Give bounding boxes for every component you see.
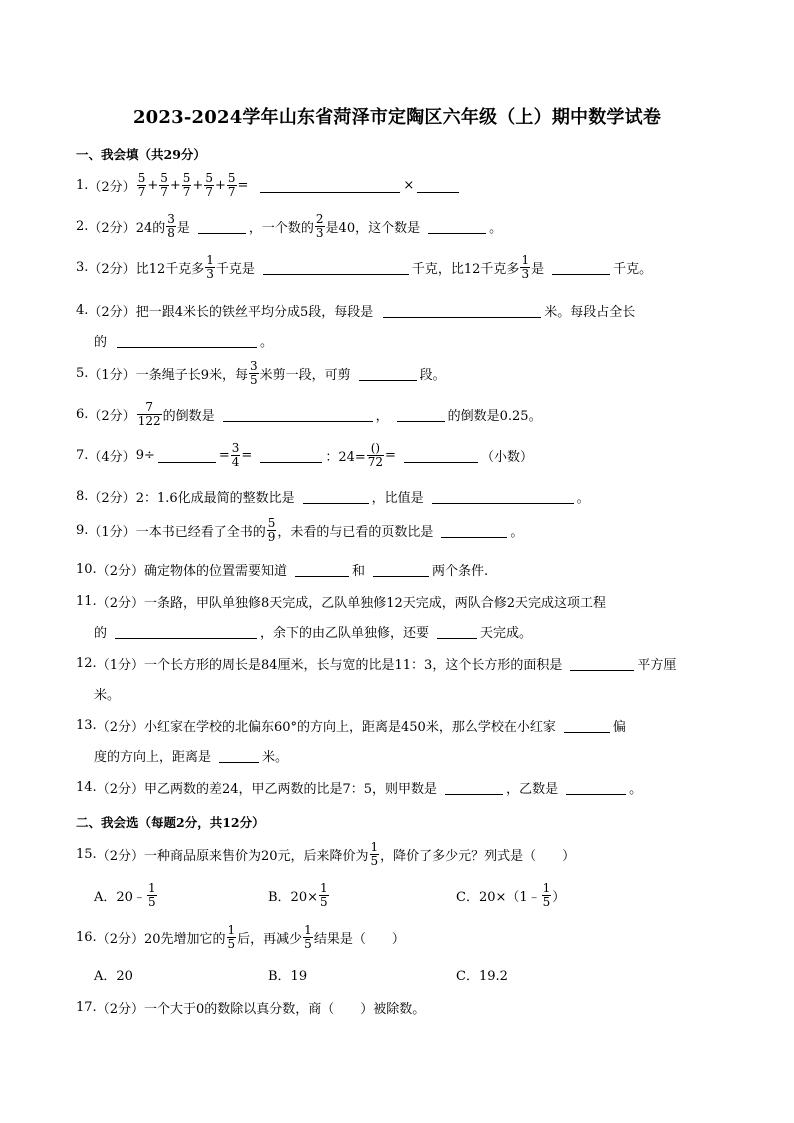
text: 是 [531, 262, 545, 277]
question-10 [76, 560, 726, 579]
text: 的倒数是 [162, 409, 215, 424]
answer-blank[interactable] [260, 178, 400, 193]
question-12 [76, 654, 726, 673]
numerator: 2 [315, 212, 324, 226]
q-num: 17. [76, 1000, 97, 1015]
fraction [319, 882, 329, 909]
text: 甲乙两数的差24，甲乙两数的比是7：5，则甲数是 [143, 782, 438, 797]
text: 米剪一段，可剪 [259, 368, 351, 383]
denominator: 3 [521, 267, 530, 281]
answer-blank[interactable] [359, 366, 417, 381]
denominator: 7 [137, 185, 146, 199]
denominator: 8 [167, 226, 175, 240]
q-score: （1分） [88, 525, 136, 540]
answer-blank[interactable] [219, 748, 259, 763]
text: 平方厘 [637, 658, 677, 673]
numerator: 5 [182, 171, 191, 185]
text: 比12千克多 [135, 262, 205, 277]
answer-blank[interactable] [564, 718, 610, 733]
q-score: （2分） [88, 262, 136, 277]
equals: = [241, 448, 253, 463]
times: × [403, 178, 415, 193]
fraction [367, 442, 384, 469]
q-score: （2分） [96, 596, 144, 611]
text: 段。 [419, 368, 446, 383]
q-score: （2分） [96, 782, 144, 797]
text: ，余下的由乙队单独修，还要 [260, 626, 430, 641]
question-11-cont [94, 622, 744, 641]
fraction [267, 517, 277, 544]
q-num: 8. [76, 489, 89, 504]
q-score: （2分） [88, 409, 136, 424]
text: ，降价了多少元？列式是（ ） [380, 849, 576, 864]
text: （小数） [480, 450, 533, 465]
text: 米。 [262, 750, 289, 765]
text: 是 [176, 221, 190, 236]
answer-blank[interactable] [445, 780, 503, 795]
q-num: 13. [76, 718, 97, 733]
answer-blank[interactable] [437, 624, 477, 639]
question-1 [76, 172, 726, 199]
denominator: 122 [137, 414, 161, 428]
q-num: 5. [76, 366, 89, 381]
fraction [520, 254, 530, 281]
page-title: 2023-2024学年山东省菏泽市定陶区六年级（上）期中数学试卷 [132, 107, 662, 128]
numerator: 1 [542, 881, 551, 895]
text: 结果是（ ） [313, 932, 405, 947]
text: 一个大于0的数除以真分数，商（ ）被除数。 [143, 1002, 426, 1017]
denominator: 3 [206, 267, 214, 281]
text: 。 [629, 782, 643, 797]
answer-blank[interactable] [570, 656, 634, 671]
answer-blank[interactable] [397, 407, 445, 422]
q-score: （1分） [96, 658, 144, 673]
text: 两个条件. [432, 564, 489, 579]
question-5 [76, 360, 726, 387]
q-score: （2分） [96, 849, 144, 864]
text: 米。 [94, 688, 121, 703]
numerator: 1 [147, 881, 156, 895]
q-num: 10. [76, 562, 97, 577]
question-12-cont [94, 684, 744, 703]
q-num: 9. [76, 523, 89, 538]
question-3 [76, 254, 726, 281]
question-16 [76, 924, 726, 951]
question-4 [76, 301, 726, 320]
text: 一条绳子长9米，每 [135, 368, 248, 383]
text: 。 [489, 221, 503, 236]
option-label: A．20﹣ [94, 890, 146, 905]
option-a[interactable]: A．20 [94, 969, 133, 984]
fraction [147, 882, 157, 909]
text: 一个长方形的周长是84厘米，长与宽的比是11：3，这个长方形的面积是 [143, 658, 563, 673]
q-score: （2分） [96, 564, 144, 579]
answer-blank[interactable] [158, 448, 216, 463]
option-label: B．20× [268, 890, 318, 905]
fraction [231, 442, 241, 469]
text: 后，再减少 [237, 932, 303, 947]
equals: = [218, 448, 230, 463]
fraction [137, 172, 147, 199]
text: 偏 [612, 720, 626, 735]
q-score: （2分） [88, 305, 136, 320]
question-6 [76, 401, 726, 428]
text: 一本书已经看了全书的 [135, 525, 266, 540]
text: 的 [94, 335, 108, 350]
answer-blank[interactable] [198, 219, 246, 234]
text: 是40，这个数是 [325, 221, 421, 236]
q-num: 1. [76, 178, 89, 193]
answer-blank[interactable] [428, 219, 486, 234]
plus: + [192, 178, 204, 193]
text: 千克。 [613, 262, 653, 277]
option-c[interactable]: C．19.2 [456, 969, 508, 984]
text: 一条路，甲队单独修8天完成，乙队单独修12天完成，两队合修2天完成这项工程 [143, 596, 607, 611]
answer-blank[interactable] [552, 260, 610, 275]
text: ，一个数的 [248, 221, 314, 236]
question-13 [76, 716, 726, 735]
fraction [166, 213, 176, 240]
question-8 [76, 487, 726, 506]
q-num: 15. [76, 847, 97, 862]
denominator: 9 [267, 530, 276, 544]
denominator: 7 [160, 185, 168, 199]
answer-blank[interactable] [223, 407, 373, 422]
numerator: () [370, 441, 381, 455]
q-num: 7. [76, 448, 89, 463]
text: 9÷ [135, 448, 155, 463]
option-b[interactable]: B．19 [268, 969, 308, 984]
text: 20先增加它的 [143, 932, 226, 947]
text: 和 [351, 564, 365, 579]
numerator: 5 [137, 171, 146, 185]
option-label: C．20×（1﹣ [456, 890, 541, 905]
q-num: 11. [76, 594, 97, 609]
fraction [227, 924, 237, 951]
numerator: 5 [205, 171, 213, 185]
question-4-cont [94, 331, 744, 350]
section-fill-in: 一、我会填（共29分） [76, 147, 206, 162]
q-score: （2分） [96, 1002, 144, 1017]
q-score: （2分） [88, 180, 136, 195]
text: 天完成。 [480, 626, 533, 641]
text: ，未看的与已看的页数比是 [277, 525, 434, 540]
text: ） [552, 890, 566, 905]
text: ：24= [325, 450, 366, 465]
answer-blank[interactable] [441, 523, 507, 538]
equals: = [385, 448, 396, 463]
text: 小红家在学校的北偏东60°的方向上，距离是450米，那么学校在小红家 [143, 720, 556, 735]
fraction [137, 401, 162, 428]
text: 确定物体的位置需要知道 [143, 564, 287, 579]
question-7 [76, 442, 726, 469]
denominator: 5 [370, 854, 379, 868]
q-num: 14. [76, 780, 97, 795]
question-13-cont [94, 746, 744, 765]
q-score: （2分） [88, 221, 136, 236]
text: 2：1.6化成最简的整数比是 [135, 491, 295, 506]
answer-blank[interactable] [373, 562, 429, 577]
denominator: 7 [205, 185, 213, 199]
numerator: 3 [231, 441, 240, 455]
q-num: 16. [76, 930, 97, 945]
answer-blank[interactable] [260, 448, 322, 463]
denominator: 7 [227, 185, 236, 199]
q-num: 4. [76, 303, 89, 318]
q-score: （2分） [96, 720, 144, 735]
plus: + [214, 178, 226, 193]
numerator: 1 [227, 923, 236, 937]
answer-blank[interactable] [417, 178, 459, 193]
denominator: 3 [315, 226, 324, 240]
numerator: 5 [267, 516, 276, 530]
option-b[interactable] [268, 882, 330, 909]
text: ，比值是 [371, 491, 424, 506]
answer-blank[interactable] [115, 624, 257, 639]
answer-blank[interactable] [303, 489, 369, 504]
numerator: 1 [521, 253, 530, 267]
fraction [303, 924, 313, 951]
text: 千克，比12千克多 [411, 262, 520, 277]
option-c[interactable] [456, 882, 565, 909]
answer-blank[interactable] [404, 448, 478, 463]
numerator: 3 [167, 212, 175, 226]
text: 。 [576, 491, 590, 506]
question-14 [76, 778, 726, 797]
question-2 [76, 213, 726, 240]
q-score: （2分） [96, 932, 144, 947]
text: ， [375, 409, 389, 424]
text: 的倒数是0.25。 [447, 409, 542, 424]
numerator: 5 [160, 171, 168, 185]
numerator: 1 [206, 253, 214, 267]
question-11 [76, 592, 726, 611]
text: 的 [94, 626, 108, 641]
fraction [315, 213, 325, 240]
numerator: 1 [370, 840, 379, 854]
fraction [370, 841, 380, 868]
fraction [182, 172, 192, 199]
answer-blank[interactable] [432, 489, 574, 504]
denominator: 72 [367, 455, 384, 469]
section-multiple-choice: 二、我会选（每题2分，共12分） [76, 815, 265, 830]
fraction [249, 360, 259, 387]
fraction [159, 172, 169, 199]
q-num: 12. [76, 656, 97, 671]
q-num: 6. [76, 407, 89, 422]
question-17 [76, 998, 726, 1017]
text: 度的方向上，距离是 [94, 750, 212, 765]
q-num: 2. [76, 219, 89, 234]
denominator: 5 [320, 895, 328, 909]
text: 把一跟4米长的铁丝平均分成5段，每段是 [135, 305, 374, 320]
text: 米。每段占全长 [544, 305, 636, 320]
denominator: 7 [182, 185, 191, 199]
fraction [204, 172, 214, 199]
answer-blank[interactable] [295, 562, 349, 577]
denominator: 5 [542, 895, 551, 909]
numerator: 5 [227, 171, 236, 185]
denominator: 5 [304, 937, 312, 951]
fraction [542, 882, 552, 909]
fraction [227, 172, 237, 199]
numerator: 1 [320, 881, 328, 895]
text: 24的 [135, 221, 166, 236]
numerator: 1 [304, 923, 312, 937]
plus: + [147, 178, 159, 193]
option-a[interactable] [94, 882, 158, 909]
q-score: （1分） [88, 368, 136, 383]
text: 千克是 [215, 262, 255, 277]
question-15 [76, 841, 726, 868]
q-score: （4分） [88, 450, 136, 465]
q-score: （2分） [88, 491, 136, 506]
fraction [205, 254, 215, 281]
numerator: 3 [249, 359, 258, 373]
text: 。 [260, 335, 274, 350]
denominator: 5 [227, 937, 236, 951]
question-9 [76, 517, 726, 544]
text: ，乙数是 [506, 782, 559, 797]
answer-blank[interactable] [117, 333, 257, 348]
answer-blank[interactable] [566, 780, 626, 795]
denominator: 5 [249, 373, 258, 387]
denominator: 5 [147, 895, 156, 909]
text: 一种商品原来售价为20元，后来降价为 [143, 849, 369, 864]
plus: + [169, 178, 181, 193]
q-num: 3. [76, 260, 89, 275]
denominator: 4 [231, 455, 240, 469]
numerator: 7 [145, 400, 153, 414]
answer-blank[interactable] [383, 303, 541, 318]
text: 。 [510, 525, 524, 540]
equals: = [237, 178, 249, 193]
answer-blank[interactable] [263, 260, 409, 275]
